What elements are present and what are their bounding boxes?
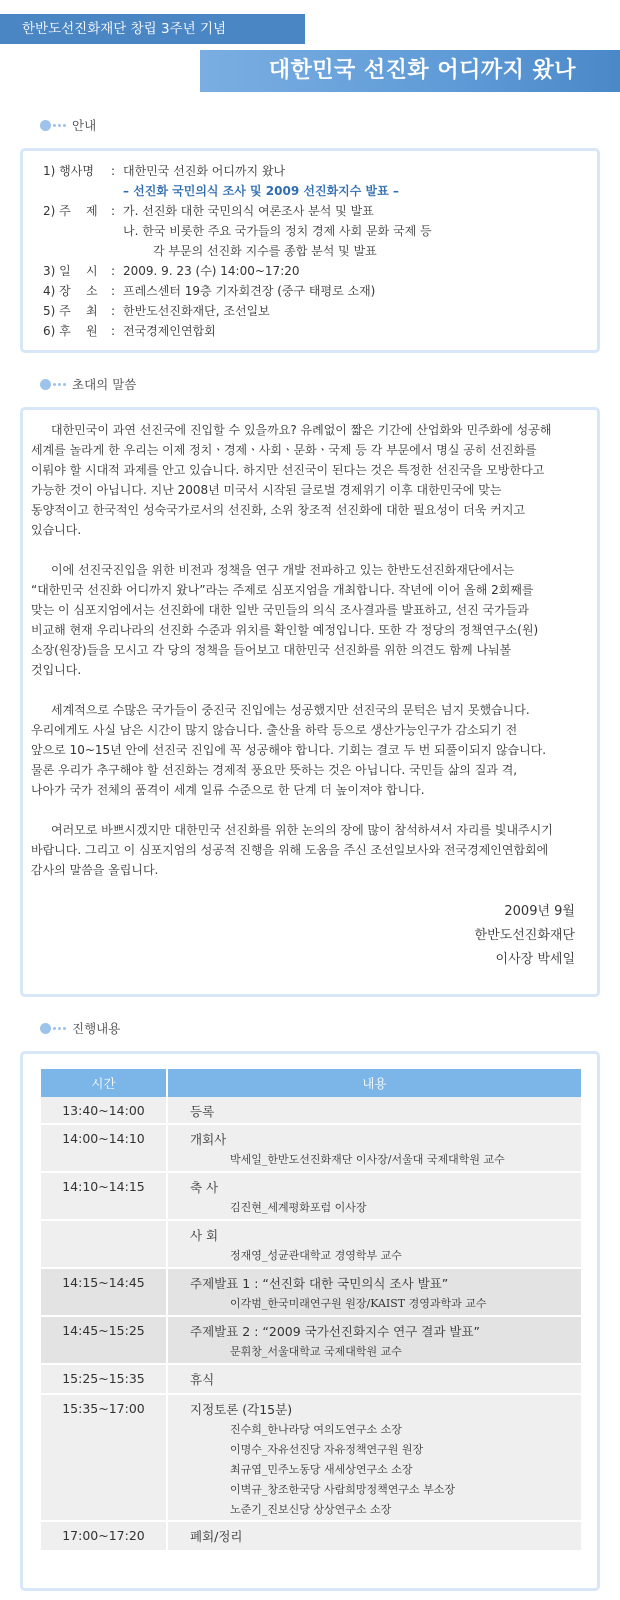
info-label: 1) 행사명 — [43, 164, 94, 178]
letter-line: 세계를 놀라게 한 우리는 이제 정치ㆍ경제ㆍ사회ㆍ문화ㆍ국제 등 각 부문에서 명실 공히 선진화를 — [31, 443, 537, 457]
table-row — [41, 1395, 581, 1522]
info-row-theme — [43, 201, 597, 221]
section-title: 진행내용 — [72, 1021, 121, 1036]
letter-line: 것입니다. — [31, 663, 82, 677]
info-colon: : — [111, 164, 116, 178]
letter-line: 소장(원장)들을 모시고 각 당의 정책을 들어보고 대한민국 선진화를 위한 의견도 함께 나눠볼 — [31, 643, 512, 657]
letter-paragraph-2 — [31, 560, 575, 680]
content-cell — [168, 1317, 581, 1365]
letter-line: 세계적으로 수많은 국가들이 중진국 진입에는 성공했지만 선진국의 문턱은 넘지 못했습니다. — [51, 703, 530, 717]
letter-date: 2009년 9월 — [504, 904, 575, 919]
session-title: 폐회/정리 — [190, 1529, 243, 1544]
letter-line: “대한민국 선진화 어디까지 왔나”라는 주제로 심포지엄을 개최합니다. 작년에 이어 올해 2회째를 — [31, 583, 534, 597]
section-heading-program — [40, 1019, 120, 1037]
bullet-icon — [40, 120, 66, 131]
content-cell — [168, 1395, 581, 1522]
letter-line: 동양적이고 한국적인 성숙국가로서의 선진화, 소위 창조적 선진화에 대한 필요성이 더욱 커지고 — [31, 503, 526, 517]
letter-paragraph-4 — [31, 820, 575, 880]
time-cell: 13:40~14:00 — [41, 1097, 168, 1125]
letter-line: 물론 우리가 추구해야 할 선진화는 경제적 풍요만 뜻하는 것은 아닙니다. 국민들 삶의 질과 격, — [31, 763, 518, 777]
speaker: 정재영_성균관대학교 경영학부 교수 — [230, 1249, 402, 1262]
letter-line: 있습니다. — [31, 523, 82, 537]
info-colon: : — [111, 284, 116, 298]
time-cell: 14:15~14:45 — [41, 1269, 168, 1317]
content-cell — [168, 1173, 581, 1221]
letter-line: 여러모로 바쁘시겠지만 대한민국 선진화를 위한 논의의 장에 많이 참석하셔서 자리를 빛내주시기 — [51, 823, 553, 837]
info-theme-b: 나. 한국 비롯한 주요 국가들의 정치 경제 사회 문화 국제 등 — [123, 224, 432, 238]
info-value: 가. 선진화 대한 국민의식 여론조사 분석 및 발표 — [123, 204, 374, 218]
letter-line: 나아가 국가 전체의 품격이 세계 일류 수준으로 한 단계 더 높이져야 합니다. — [31, 783, 425, 797]
info-subtitle: – 선진화 국민의식 조사 및 2009 선진화지수 발표 – — [123, 184, 399, 198]
letter-line: 맞는 이 심포지엄에서는 선진화에 대한 일반 국민들의 의식 조사결과를 발표하고, 선진 국가들과 — [31, 603, 529, 617]
speaker: 문휘창_서울대학교 국제대학원 교수 — [230, 1345, 402, 1358]
info-colon: : — [111, 204, 116, 218]
section-heading-invitation — [40, 375, 136, 393]
section-title: 초대의 말씀 — [72, 377, 137, 392]
session-title: 지정토론 (각15분) — [190, 1402, 293, 1417]
bullet-icon — [40, 379, 66, 390]
time-cell: 14:45~15:25 — [41, 1317, 168, 1365]
info-value: 프레스센터 19층 기자회견장 (중구 태평로 소재) — [123, 284, 376, 298]
column-header-content: 내용 — [168, 1069, 581, 1097]
session-title: 휴식 — [190, 1372, 215, 1387]
info-label: 3) 일 시 — [43, 264, 98, 278]
info-value: 전국경제인연합회 — [123, 324, 216, 338]
content-cell — [168, 1221, 581, 1269]
session-title: 개회사 — [190, 1132, 227, 1147]
info-value: 2009. 9. 23 (수) 14:00~17:20 — [123, 264, 300, 278]
info-row-place — [43, 281, 597, 301]
table-row — [41, 1365, 581, 1395]
letter-line: 우리에게도 사실 남은 시간이 많지 않습니다. 출산율 하락 등으로 생산가능인구가 감소되기 전 — [31, 723, 518, 737]
speaker: 진수희_한나라당 여의도연구소 소장 — [230, 1423, 402, 1436]
session-title: 주제발표 1 : “선진화 대한 국민의식 조사 발표” — [190, 1276, 449, 1291]
content-cell — [168, 1365, 581, 1395]
info-label: 6) 후 원 — [43, 324, 98, 338]
content-cell — [168, 1522, 581, 1552]
info-label: 2) 주 제 — [43, 204, 98, 218]
info-row-sponsor — [43, 321, 597, 341]
letter-line: 비교해 현재 우리나라의 선진화 수준과 위치를 확인할 예정입니다. 또한 각 정당의 정책연구소(원) — [31, 623, 539, 637]
speaker: 최규엽_민주노동당 새세상연구소 소장 — [230, 1463, 413, 1476]
speaker: 김진현_세계평화포럼 이사장 — [230, 1201, 367, 1214]
table-row — [41, 1522, 581, 1552]
time-cell: 14:00~14:10 — [41, 1125, 168, 1173]
letter-signature — [41, 900, 575, 972]
letter-line: 가능한 것이 아닙니다. 지난 2008년 미국서 시작된 글로벌 경제위기 이후 대한민국에 맞는 — [31, 483, 502, 497]
info-value: 대한민국 선진화 어디까지 왔나 — [123, 164, 286, 178]
letter-line: 대한민국이 과연 선진국에 진입할 수 있을까요? 유례없이 짧은 기간에 산업화와 민주화에 성공해 — [51, 423, 552, 437]
letter-line: 앞으로 10~15년 안에 선진국 진입에 꼭 성공해야 합니다. 기회는 결코 두 번 되풀이되지 않습니다. — [31, 743, 547, 757]
section-heading-info — [40, 116, 96, 134]
time-cell: 15:35~17:00 — [41, 1395, 168, 1522]
letter-line: 감사의 말씀을 올립니다. — [31, 863, 159, 877]
table-row — [41, 1097, 581, 1125]
letter-paragraph-3 — [31, 700, 575, 800]
invitation-letter-box — [20, 407, 600, 997]
time-cell — [41, 1221, 168, 1269]
session-title: 축 사 — [190, 1180, 219, 1195]
event-title-banner: 대한민국 선진화 어디까지 왔나 — [200, 50, 620, 92]
info-colon: : — [111, 324, 116, 338]
content-cell — [168, 1097, 581, 1125]
info-colon: : — [111, 264, 116, 278]
session-title: 등록 — [190, 1104, 215, 1119]
info-colon: : — [111, 304, 116, 318]
table-row — [41, 1221, 581, 1269]
letter-line: 이에 선진국진입을 위한 비전과 정책을 연구 개발 전파하고 있는 한반도선진화재단에서는 — [51, 563, 515, 577]
content-cell — [168, 1269, 581, 1317]
program-table — [41, 1069, 581, 1552]
column-header-time: 시간 — [41, 1069, 168, 1097]
letter-line: 이뤄야 할 시대적 과제를 안고 있습니다. 하지만 선진국이 된다는 것은 특정한 선진국을 모방한다고 — [31, 463, 545, 477]
info-theme-b2: 각 부문의 선진화 지수를 종합 분석 및 발표 — [153, 244, 377, 258]
letter-paragraph-1 — [31, 420, 575, 540]
time-cell: 14:10~14:15 — [41, 1173, 168, 1221]
info-label: 5) 주 최 — [43, 304, 98, 318]
info-row-host — [43, 301, 597, 321]
letter-org: 한반도선진화재단 — [474, 928, 575, 943]
table-row — [41, 1125, 581, 1173]
speaker: 이각범_한국미래연구원 원장/KAIST 경영과학과 교수 — [230, 1297, 487, 1310]
anniversary-banner: 한반도선진화재단 창립 3주년 기념 — [0, 14, 305, 44]
content-cell — [168, 1125, 581, 1173]
speaker: 노준기_진보신당 상상연구소 소장 — [230, 1503, 392, 1516]
time-cell: 17:00~17:20 — [41, 1522, 168, 1552]
speaker: 이벽규_창조한국당 사람희망정책연구소 부소장 — [230, 1483, 456, 1496]
speaker: 이명수_자유선진당 자유정책연구원 원장 — [230, 1443, 424, 1456]
table-row — [41, 1173, 581, 1221]
table-row — [41, 1317, 581, 1365]
table-row — [41, 1269, 581, 1317]
session-title: 사 회 — [190, 1228, 219, 1243]
info-row-name — [43, 161, 597, 181]
section-title: 안내 — [72, 118, 97, 133]
speaker: 박세일_한반도선진화재단 이사장/서울대 국제대학원 교수 — [230, 1153, 505, 1166]
info-value: 한반도선진화재단, 조선일보 — [123, 304, 270, 318]
session-title: 주제발표 2 : “2009 국가선진화지수 연구 결과 발표” — [190, 1324, 481, 1339]
info-label: 4) 장 소 — [43, 284, 98, 298]
info-row-date — [43, 261, 597, 281]
program-box — [20, 1051, 600, 1591]
info-box — [20, 148, 600, 353]
program-table-body — [41, 1097, 581, 1552]
bullet-icon — [40, 1023, 66, 1034]
letter-signer: 이사장 박세일 — [495, 952, 575, 967]
letter-line: 바랍니다. 그리고 이 심포지엄의 성공적 진행을 위해 도움을 주신 조선일보사와 전국경제인연합회에 — [31, 843, 549, 857]
time-cell: 15:25~15:35 — [41, 1365, 168, 1395]
